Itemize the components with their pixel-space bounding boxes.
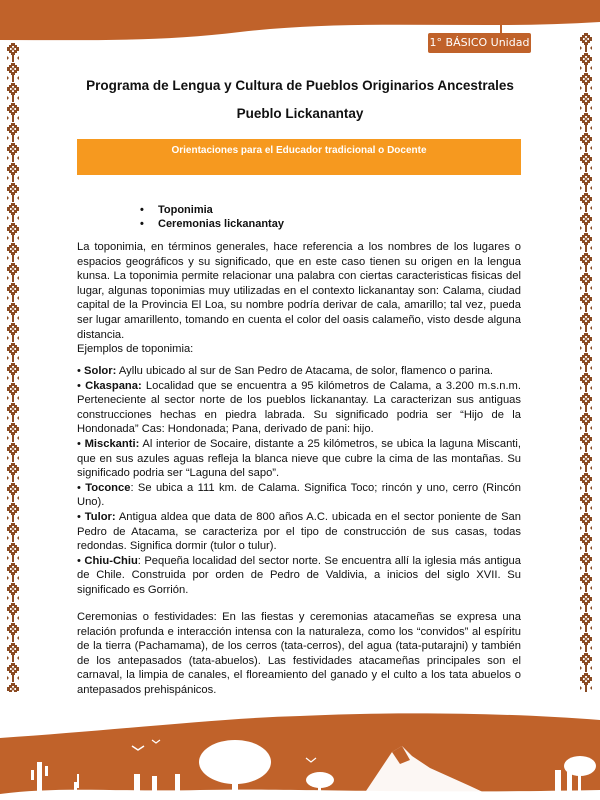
intro-section (77, 240, 521, 357)
example-item (77, 379, 521, 437)
example-text: Antigua aldea que data de 800 años A.C. ubicada en el sector poniente de San Pedro de Atacama, se caracteriza por el tipo de construcción de sus casas, todas redondas. Significa dormir (tulor o tulur). (77, 510, 521, 553)
banner-text: Orientaciones para el Educador tradicional o Docente (171, 145, 427, 156)
example-text: : Se ubica a 111 km. de Calama. Significa Toco; rincón y uno, cerro (Rincón Uno). (77, 481, 521, 509)
unit-tag: 1° BÁSICO Unidad 3 (428, 33, 531, 53)
example-term: Solor: (84, 365, 117, 377)
topic-item (140, 203, 284, 217)
ceremonies-paragraph: Ceremonias o festividades: En las fiestas y ceremonias atacameñas se expresa una relación profunda e interacción intensa con la naturaleza, como los “convidos” al espíritu de la tierra (Pachamama), de los cerros (tata-cerros), del agua (tata-putarajni) y también de los antepasados (tata-abuelos). Las festividades atacameñas principales son el carnaval, la limpia de canales, el floreamiento del ganado y el culto a los tata abuelos o antepasados prehispánicos. (77, 611, 521, 696)
example-term: Toconce (85, 481, 131, 494)
orientation-banner (77, 139, 521, 175)
topic-label: Ceremonias lickanantay (158, 218, 284, 230)
bullet-icon: • (140, 204, 144, 216)
bullet-icon: • (140, 218, 144, 230)
bottom-landscape-illustration (0, 690, 600, 800)
examples-section (77, 364, 521, 598)
example-item (77, 364, 521, 379)
example-text: Localidad que se encuentra a 95 kilómetros de Calama, a 3.200 m.s.n.m. Perteneciente al sector norte de los pueblos lickanantay. La caracterizan sus antiguas construcciones hechas en piedra labrada. Su significado podria ser “Hijo de la Hondonada” Cas: Hondonada; Pana, derivado de pani: hijo. (77, 379, 521, 436)
bullet-icon: • (77, 379, 86, 392)
example-term: Ckaspana: (85, 379, 142, 392)
bullet-icon: • (77, 437, 85, 450)
example-item (77, 554, 521, 598)
example-text: : Pequeña localidad del sector norte. Se encuentra allí la iglesia más antigua de Chile. Construida por orden de Pedro de Valdivia, a inicios del siglo XVII. Su significado es Gorrión. (77, 554, 522, 596)
left-pattern-border (6, 42, 20, 692)
example-term: Tulor: (84, 510, 116, 523)
topic-label: Toponimia (158, 204, 213, 216)
bullet-icon: • (77, 510, 85, 523)
example-text: Al interior de Socaire, distante a 25 kilómetros, se ubica la laguna Miscanti, que en sus azules aguas refleja la blanca nieve que cubre la cima de las montañas. Su significado podria ser “Laguna del sapo”. (77, 437, 521, 480)
topic-item (140, 217, 284, 231)
document-title: Programa de Lengua y Cultura de Pueblos Originarios Ancestrales (86, 78, 514, 93)
intro-paragraph: La toponimia, en términos generales, hace referencia a los nombres de los lugares o espacios geográficos y su significado, que en este caso tienen su origen en la lengua kunsa. La toponimia permite relacionar una palabra con ciertas caracteristicas fisicas del lugar, algunas toponimias muy utilizadas en el contexto lickanantay son: Calama, ciudad capital de la Provincia El Loa, su nombre podría derivar de cala, amarillo; tal vez, pueda ser lugar amarillento, tomando en cuenta el color del oasis calameño, visto desde alguna distancia. (77, 241, 521, 341)
example-item (77, 510, 521, 554)
bullet-icon: • (77, 481, 86, 494)
ceremonies-section (77, 610, 521, 698)
example-term: Chiu-Chiu (84, 554, 138, 567)
example-item (77, 481, 521, 510)
example-text: Ayllu ubicado al sur de San Pedro de Atacama, de solor, flamenco o parina. (116, 365, 494, 377)
bullet-icon: • (77, 554, 85, 567)
examples-heading: Ejemplos de toponimia: (77, 343, 194, 356)
topic-list (140, 203, 284, 231)
document-subtitle: Pueblo Lickanantay (236, 106, 364, 121)
example-term: Misckanti: (84, 437, 140, 450)
example-item (77, 437, 521, 481)
bullet-icon: • (77, 365, 85, 377)
right-pattern-border (579, 32, 593, 692)
